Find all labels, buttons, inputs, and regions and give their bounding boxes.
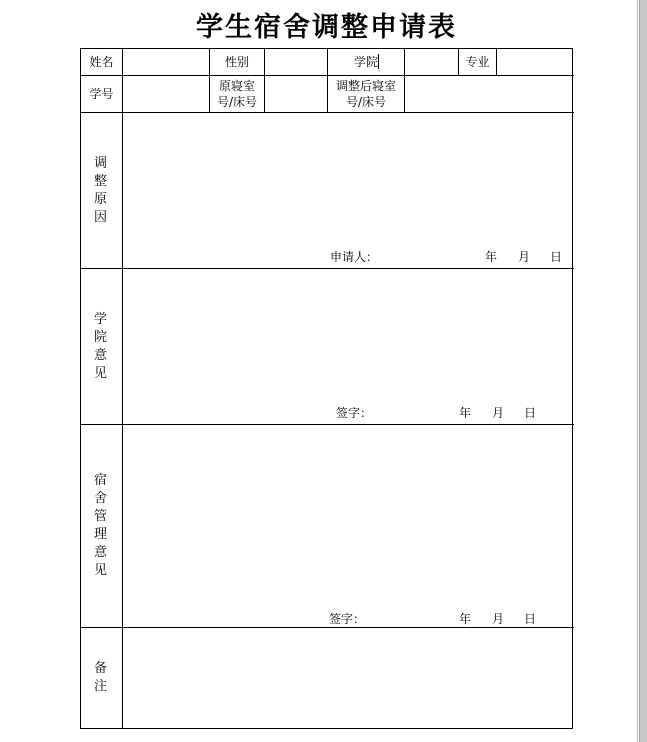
- gender-label: 性别: [224, 55, 249, 69]
- college-opinion-field[interactable]: [123, 269, 573, 424]
- remarks-field[interactable]: [123, 628, 573, 728]
- month-label: 月: [492, 612, 505, 626]
- reason-label-text: 调整原因: [94, 155, 108, 225]
- month-label: 月: [518, 250, 531, 264]
- year-label: 年: [485, 250, 498, 264]
- major-field[interactable]: [497, 49, 573, 75]
- student-id-label: 学号: [89, 87, 114, 101]
- day-label: 日: [524, 406, 537, 420]
- original-room-label-line2: 号/床号: [216, 95, 258, 109]
- original-room-label: [210, 76, 264, 112]
- new-room-label-line2: 号/床号: [345, 95, 387, 109]
- dorm-opinion-field[interactable]: [123, 425, 573, 627]
- college-opinion-label: [81, 269, 121, 424]
- name-label: 姓名: [89, 55, 114, 69]
- reason-field[interactable]: [123, 113, 573, 268]
- new-room-label-line1: 调整后寝室: [335, 79, 396, 93]
- original-room-field[interactable]: [265, 76, 327, 112]
- remarks-label: [81, 628, 121, 728]
- signature-label: 签字：: [336, 406, 373, 420]
- year-label: 年: [459, 612, 472, 626]
- scrollbar[interactable]: [639, 0, 647, 742]
- day-label: 日: [550, 250, 563, 264]
- applicant-label: 申请人：: [330, 250, 379, 264]
- student-id-field[interactable]: [123, 76, 209, 112]
- college-opinion-label-text: 学院意见: [94, 311, 108, 381]
- text-cursor: [378, 54, 379, 69]
- gender-field[interactable]: [265, 49, 327, 75]
- college-label: 学院: [353, 55, 378, 69]
- day-label: 日: [524, 612, 537, 626]
- signature-label: 签字：: [329, 612, 366, 626]
- dorm-opinion-label: [81, 425, 121, 627]
- reason-label: [81, 113, 121, 268]
- major-label: 专业: [465, 55, 490, 69]
- original-room-label-line1: 原寝室: [218, 79, 255, 93]
- year-label: 年: [459, 406, 472, 420]
- month-label: 月: [492, 406, 505, 420]
- name-field[interactable]: [123, 49, 209, 75]
- college-field[interactable]: [405, 49, 458, 75]
- remarks-label-text: 备注: [94, 661, 108, 694]
- form-title: 学生宿舍调整申请表: [196, 12, 457, 43]
- new-room-label: [328, 76, 404, 112]
- dorm-opinion-label-text: 宿舍管理意见: [94, 473, 108, 578]
- page-edge: [637, 0, 638, 742]
- application-form-table: [80, 48, 573, 729]
- new-room-field[interactable]: [405, 76, 573, 112]
